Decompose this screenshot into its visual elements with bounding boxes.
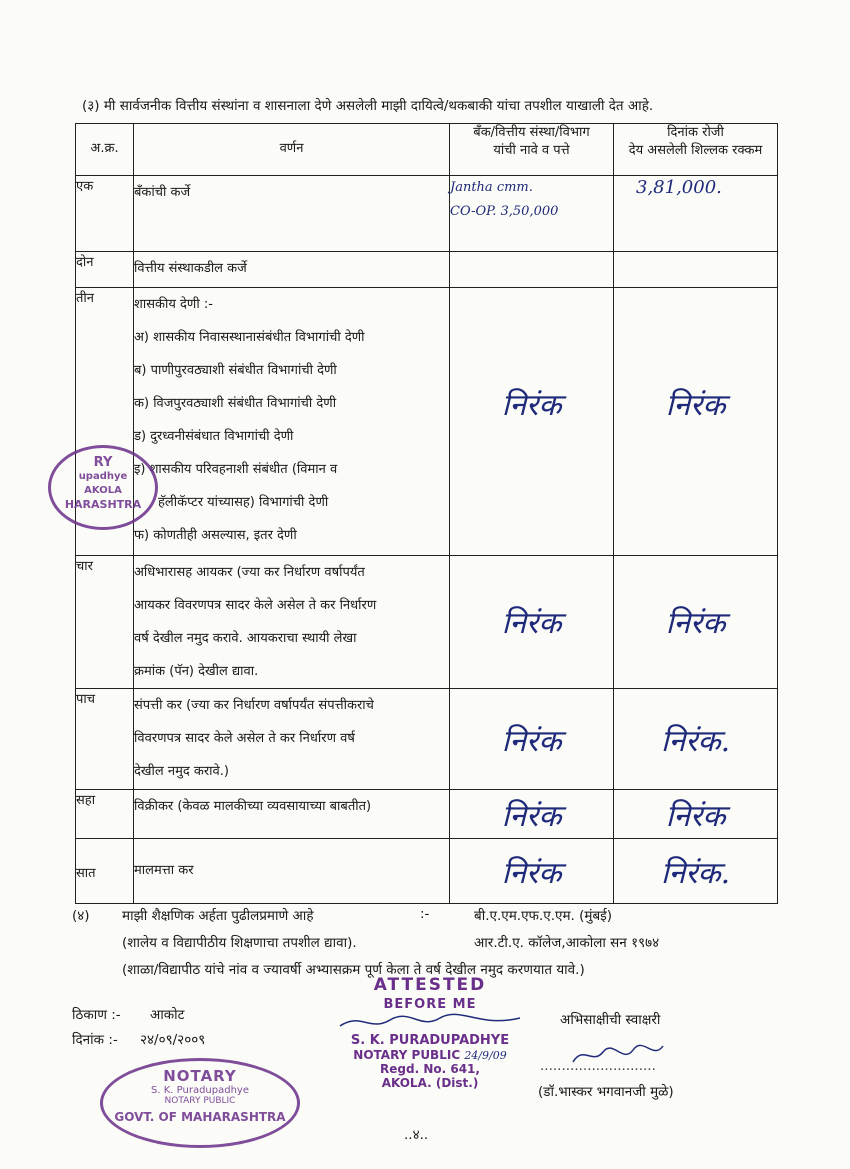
row-desc: शासकीय देणी :- अ) शासकीय निवासस्थानासंबंधीत विभागांची देणी ब) पाणीपुरवठ्याशी संबंधीत विभागांची देणी क) विजपुरवठ्याशी संबंधीत विभागांची देणी ड) दुरध्वनीसंबंधात विभागांची देणी इ) शासकीय परिवहनाशी संबंधीत (विमान व हॅलीकॅप्टर यांच्यासह) विभागांची देणी फ) कोणतीही असल्यास, इतर देणी <box>134 288 450 556</box>
section4-line2-value: आर.टी.ए. कॉलेज,आकोला सन १९७४ <box>474 935 660 951</box>
row-amount: निरंक <box>614 288 778 556</box>
header-desc: वर्णन <box>134 124 450 176</box>
row-amount: निरंक <box>614 556 778 689</box>
row-desc: संपत्ती कर (ज्या कर निर्धारण वर्षापर्यंत संपत्तीकराचे विवरणपत्र सादर केले असेल ते कर निर्धारण वर्ष देखील नमुद करावे.) <box>134 689 450 790</box>
row-amount: 3,81,000. <box>614 176 778 252</box>
table-row <box>76 689 778 790</box>
row-sr: पाच <box>76 689 134 790</box>
signature-dots: ........................... <box>540 1058 656 1074</box>
row-desc: विक्रीकर (केवळ मालकीच्या व्यवसायाच्या बाबतीत) <box>134 790 450 839</box>
table-row <box>76 252 778 288</box>
section4-num: (४) <box>72 908 90 924</box>
row-bank: Jantha cmm. CO-OP. 3,50,000 <box>450 176 614 252</box>
row-bank: निरंक <box>450 790 614 839</box>
place-label: ठिकाण :- <box>72 1007 121 1023</box>
notary-date-hand: 24/9/09 <box>464 1049 507 1062</box>
row-sr: चार <box>76 556 134 689</box>
before-me-text: BEFORE ME <box>383 997 477 1012</box>
section4-colon: :- <box>420 906 430 922</box>
attested-text: ATTESTED <box>373 975 487 995</box>
header-amount: दिनांक रोजी देय असलेली शिल्लक रक्कम <box>614 124 778 176</box>
row-sr: सहा <box>76 790 134 839</box>
page-number: ..४.. <box>404 1127 429 1143</box>
table-row <box>76 839 778 904</box>
row-sr: सात <box>76 839 134 904</box>
row-bank: निरंक <box>450 556 614 689</box>
table-row <box>76 288 778 556</box>
notary-place: AKOLA. (Dist.) <box>381 1076 479 1090</box>
row-bank: निरंक <box>450 689 614 790</box>
row-amount: निरंक <box>614 790 778 839</box>
signer-name: (डॉ.भास्कर भगवानजी मुळे) <box>538 1084 674 1100</box>
notary-name: S. K. PURADUPADHYE <box>350 1033 510 1048</box>
row-bank: निरंक <box>450 839 614 904</box>
place-value: आकोट <box>150 1007 185 1023</box>
liabilities-table <box>75 123 778 904</box>
row-desc: वित्तीय संस्थाकडील कर्जे <box>134 252 450 288</box>
notary-title: NOTARY PUBLIC 24/9/09 <box>353 1048 507 1062</box>
row-sr: एक <box>76 176 134 252</box>
row-sr: तीन <box>76 288 134 556</box>
notary-regd: Regd. No. 641, <box>380 1062 480 1076</box>
row-bank: निरंक <box>450 288 614 556</box>
table-header-row <box>76 124 778 176</box>
row-amount <box>614 252 778 288</box>
row-amount: निरंक. <box>614 689 778 790</box>
date-label: दिनांक :- <box>72 1032 118 1048</box>
row-bank <box>450 252 614 288</box>
header-bank: बँक/वित्तीय संस्था/विभाग यांची नावे व पत्ते <box>450 124 614 176</box>
section4-line3: (शाळा/विद्यापीठ यांचे नांव व ज्यावर्षी अभ्यासक्रम पूर्ण केला ते वर्ष देखील नमुद करणयात यावे.) <box>122 962 585 978</box>
date-value: २४/०९/२००९ <box>140 1032 206 1048</box>
row-amount: निरंक. <box>614 839 778 904</box>
table-row <box>76 790 778 839</box>
header-sr: अ.क्र. <box>76 124 134 176</box>
section3-heading: (३) मी सार्वजनीक वित्तीय संस्थांना व शासनाला देणे असलेली माझी दायित्वे/थकबाकी यांचा तपशील याखाली देत आहे. <box>82 98 654 114</box>
section4-line2-label: (शालेय व विद्यापीठीय शिक्षणाचा तपशील द्यावा). <box>122 935 357 951</box>
table-row <box>76 176 778 252</box>
notary-round-stamp: NOTARY S. K. Puradupadhye NOTARY PUBLIC GOVT. OF MAHARASHTRA <box>100 1058 300 1148</box>
row-desc: अधिभारासह आयकर (ज्या कर निर्धारण वर्षापर्यंत आयकर विवरणपत्र सादर केले असेल ते कर निर्धारण वर्ष देखील नमुद करावे. आयकराचा स्थायी लेखा क्रमांक (पॅन) देखील द्यावा. <box>134 556 450 689</box>
notary-attestation <box>300 975 560 1090</box>
row-desc: बँकांची कर्जे <box>134 176 450 252</box>
signature-title: अभिसाक्षीची स्वाक्षरी <box>560 1012 661 1028</box>
row-desc: मालमत्ता कर <box>134 839 450 904</box>
notary-signature-scribble <box>300 1012 560 1031</box>
section4-line1-value: बी.ए.एम.एफ.ए.एम. (मुंबई) <box>474 908 613 924</box>
table-row <box>76 556 778 689</box>
stamp-partial-left: RY upadhye AKOLA HARASHTRA <box>48 445 158 530</box>
section4-line1-label: माझी शैक्षणिक अर्हता पुढीलप्रमाणे आहे <box>122 908 314 924</box>
row-sr: दोन <box>76 252 134 288</box>
